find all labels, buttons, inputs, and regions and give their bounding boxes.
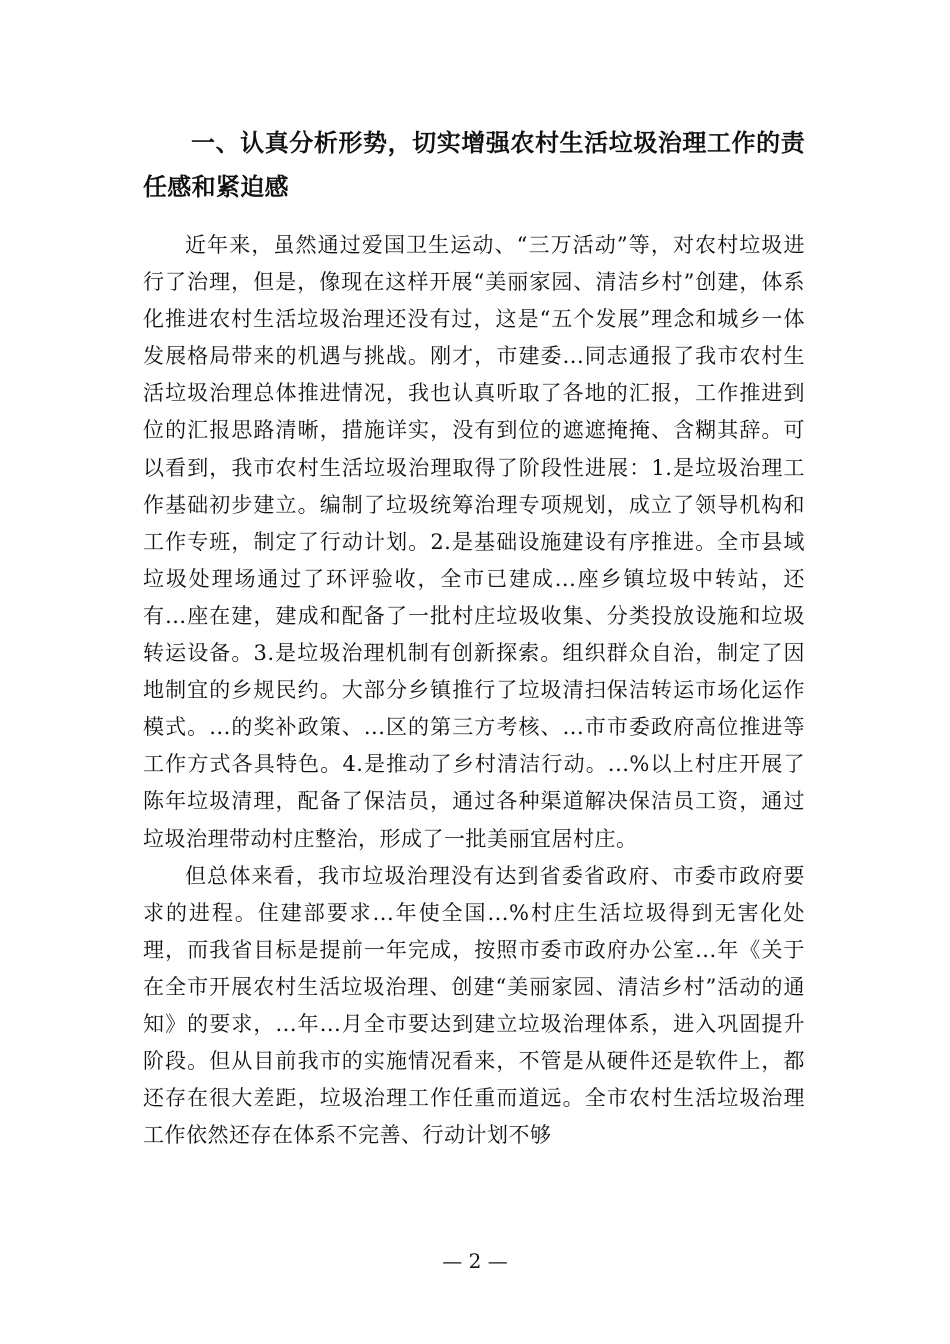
page-number: — 2 — <box>442 1249 508 1273</box>
body-paragraph-2: 但总体来看，我市垃圾治理没有达到省委省政府、市委市政府要求的进程。住建部要求...年使全国...%村庄生活垃圾得到无害化处理，而我省目标是提前一年完成，按照市委市政府办公室...年《关于在全市开展农村生活垃圾治理、创建“美丽家园、清洁乡村”活动的通知》的要求，...年...月全市要达到建立垃圾治理体系，进入巩固提升阶段。但从目前我市的实施情况看来，不管是从硬件还是软件上，都还存在很大差距，垃圾治理工作任重而道远。全市农村生活垃圾治理工作依然还存在体系不完善、行动计划不够 <box>143 863 805 1148</box>
body-paragraph-1: 近年来，虽然通过爱国卫生运动、“三万活动”等，对农村垃圾进行了治理，但是，像现在这样开展“美丽家园、清洁乡村”创建，体系化推进农村生活垃圾治理还没有过，这是“五个发展”理念和城乡一体发展格局带来的机遇与挑战。刚才，市建委...同志通报了我市农村生活垃圾治理总体推进情况，我也认真听取了各地的汇报，工作推进到位的汇报思路清晰，措施详实，没有到位的遮遮掩掩、含糊其辞。可以看到，我市农村生活垃圾治理取得了阶段性进展：1.是垃圾治理工作基础初步建立。编制了垃圾统筹治理专项规划，成立了领导机构和工作专班，制定了行动计划。2.是基础设施建设有序推进。全市县域垃圾处理场通过了环评验收，全市已建成...座乡镇垃圾中转站，还有...座在建，建成和配备了一批村庄垃圾收集、分类投放设施和垃圾转运设备。3.是垃圾治理机制有创新探索。组织群众自治，制定了因地制宜的乡规民约。大部分乡镇推行了垃圾清扫保洁转运市场化运作模式。...的奖补政策、...区的第三方考核、...市市委政府高位推进等工作方式各具特色。4.是推动了乡村清洁行动。...%以上村庄开展了陈年垃圾清理，配备了保洁员，通过各种渠道解决保洁员工资，通过垃圾治理带动村庄整治，形成了一批美丽宜居村庄。 <box>143 233 805 851</box>
page-content <box>143 121 805 1154</box>
section-heading: 一、认真分析形势，切实增强农村生活垃圾治理工作的责任感和紧迫感 <box>143 129 805 201</box>
